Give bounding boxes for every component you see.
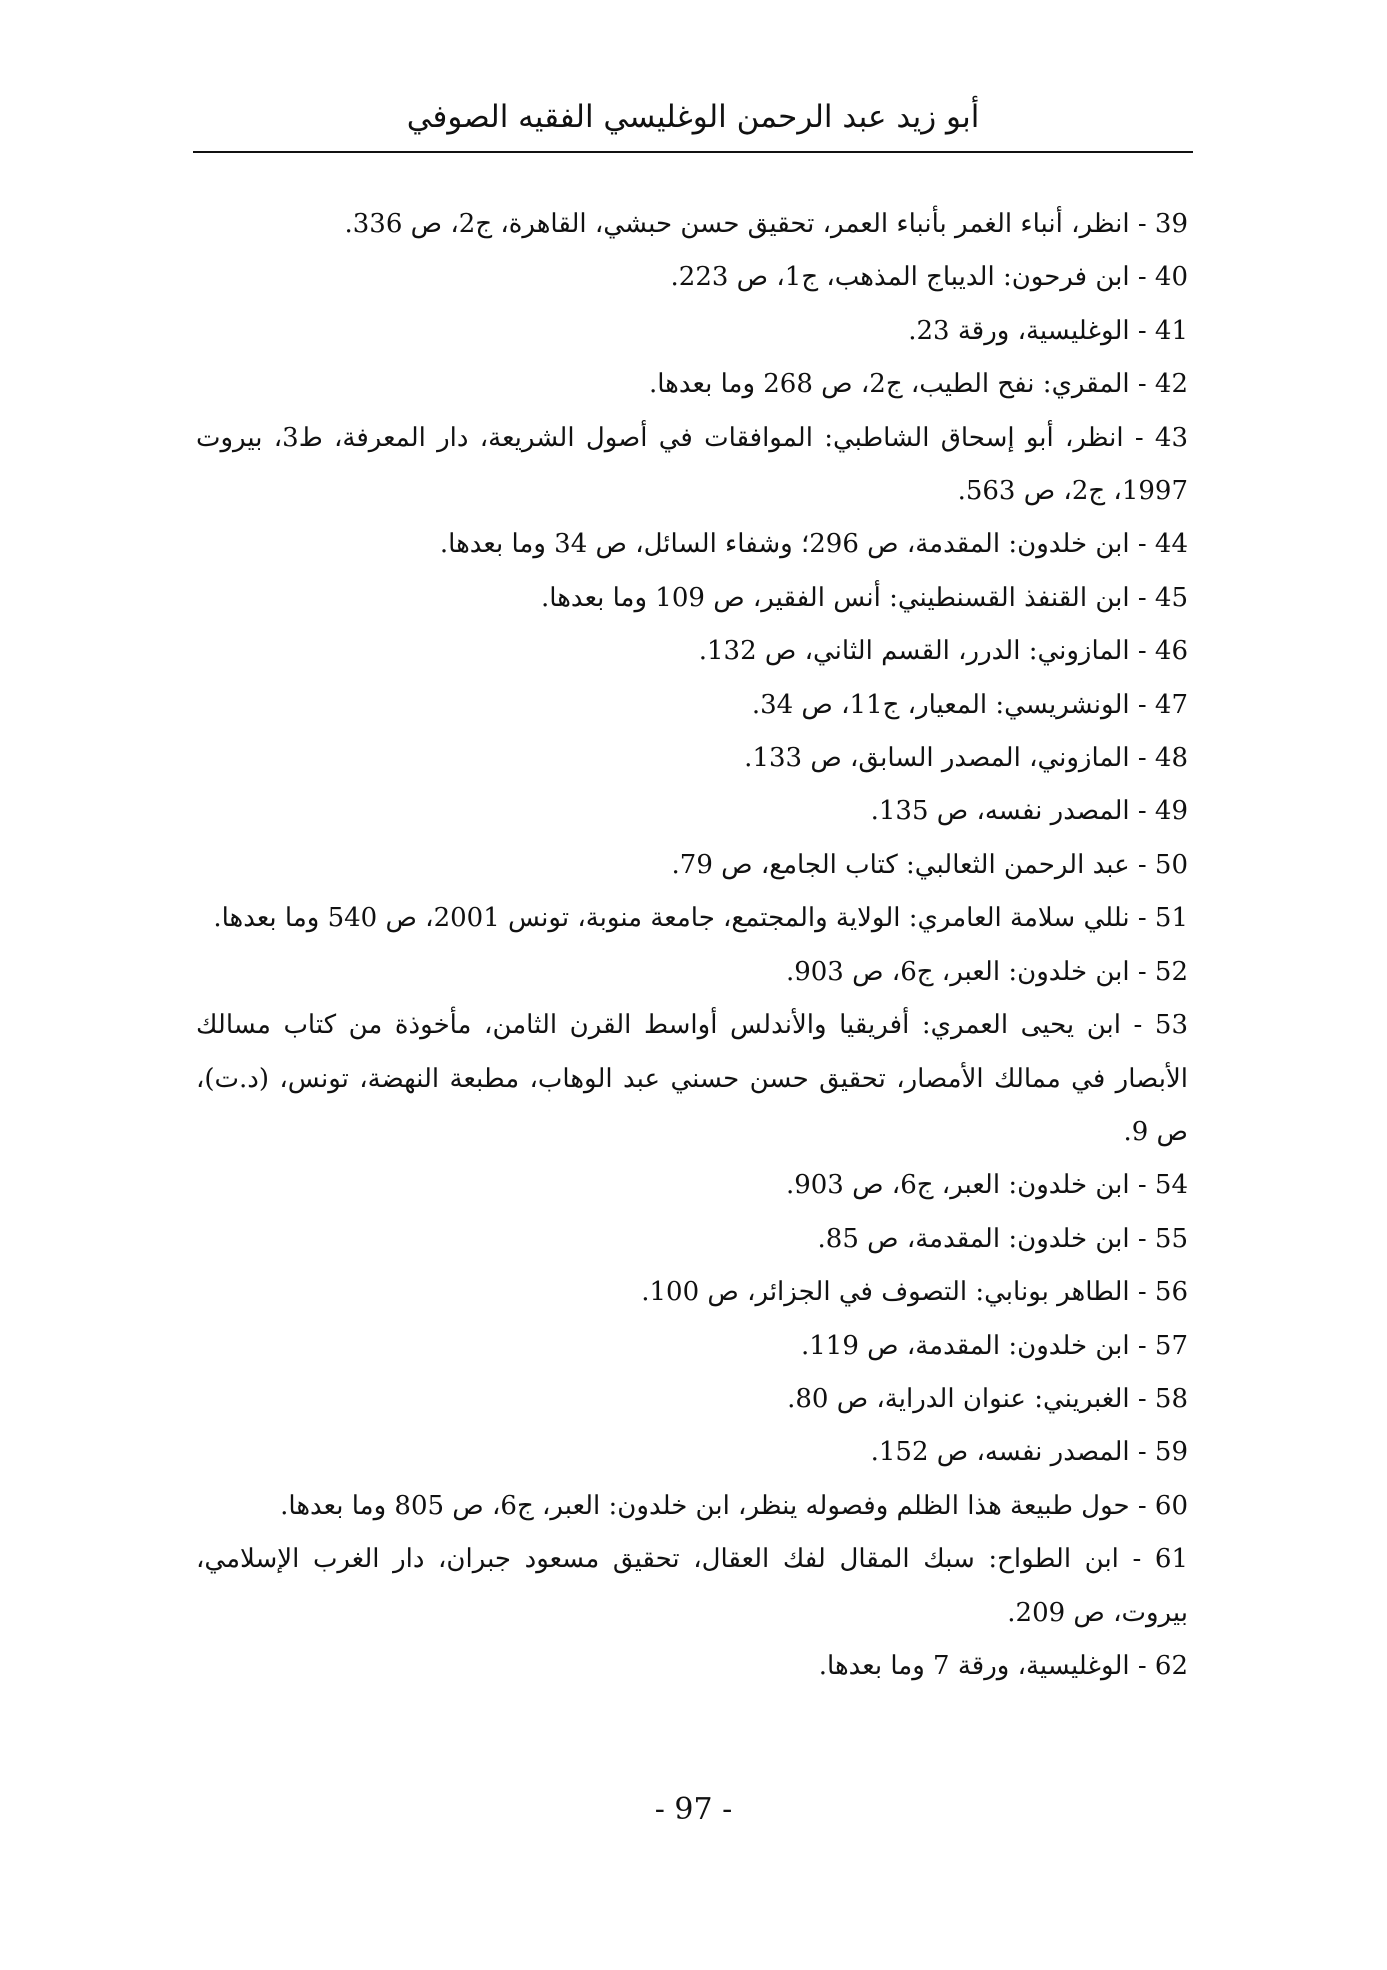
endnote-39: 39 - انظر، أنباء الغمر بأنباء العمر، تحقيق حسن حبشي، القاهرة، ج2، ص 336. — [344, 209, 1188, 239]
endnote-49: 49 - المصدر نفسه، ص 135. — [870, 796, 1188, 827]
endnote-48: 48 - المازوني، المصدر السابق، ص 133. — [744, 743, 1188, 774]
endnote-59: 59 - المصدر نفسه، ص 152. — [870, 1437, 1188, 1468]
endnote-56: 56 - الطاهر بونابي: التصوف في الجزائر، ص 100. — [641, 1277, 1188, 1308]
endnote-52: 52 - ابن خلدون: العبر، ج6، ص 903. — [785, 956, 1188, 987]
endnote-41: 41 - الوغليسية، ورقة 23. — [908, 315, 1188, 346]
endnote-58: 58 - الغبريني: عنوان الدراية، ص 80. — [787, 1383, 1188, 1414]
header-divider — [193, 151, 1193, 153]
endnote-47: 47 - الونشريسي: المعيار، ج11، ص 34. — [751, 689, 1188, 720]
endnote-50: 50 - عبد الرحمن الثعالبي: كتاب الجامع، ص 79. — [671, 849, 1188, 880]
endnote-62: 62 - الوغليسية، ورقة 7 وما بعدها. — [818, 1650, 1188, 1681]
endnote-45: 45 - ابن القنفذ القسنطيني: أنس الفقير، ص 109 وما بعدها. — [541, 582, 1188, 613]
endnote-51: 51 - نللي سلامة العامري: الولاية والمجتمع، جامعة منوبة، تونس 2001، ص 540 وما بعدها. — [213, 903, 1188, 934]
running-header-title: أبو زيد عبد الرحمن الوغليسي الفقيه الصوفي — [406, 99, 980, 135]
endnote-54: 54 - ابن خلدون: العبر، ج6، ص 903. — [785, 1170, 1188, 1201]
endnote-46: 46 - المازوني: الدرر، القسم الثاني، ص 132. — [698, 636, 1188, 667]
endnote-61: 61 - ابن الطواح: سبك المقال لفك العقال، تحقيق مسعود جبران، دار الغرب الإسلامي، بيروت، ص 209. — [196, 1544, 1188, 1628]
endnote-57: 57 - ابن خلدون: المقدمة، ص 119. — [800, 1330, 1188, 1361]
endnote-53: 53 - ابن يحيى العمري: أفريقيا والأندلس أواسط القرن الثامن، مأخوذة من كتاب مسالك الأبصار في ممالك الأمصار، تحقيق حسن حسني عبد الوهاب، مطبعة النهضة، تونس، (د.ت)، ص 9. — [196, 1010, 1188, 1147]
endnote-44: 44 - ابن خلدون: المقدمة، ص 296؛ وشفاء السائل، ص 34 وما بعدها. — [439, 529, 1188, 560]
endnotes-list — [196, 198, 1188, 1693]
endnote-42: 42 - المقري: نفح الطيب، ج2، ص 268 وما بعدها. — [649, 369, 1188, 400]
endnote-60: 60 - حول طبيعة هذا الظلم وفصوله ينظر، ابن خلدون: العبر، ج6، ص 805 وما بعدها. — [280, 1490, 1188, 1521]
endnote-40: 40 - ابن فرحون: الديباج المذهب، ج1، ص 223. — [670, 262, 1188, 293]
page-number: - 97 - — [654, 1792, 733, 1827]
endnote-43: 43 - انظر، أبو إسحاق الشاطبي: الموافقات في أصول الشريعة، دار المعرفة، ط3، بيروت 1997، ج2، ص 563. — [196, 422, 1188, 507]
endnote-55: 55 - ابن خلدون: المقدمة، ص 85. — [817, 1223, 1188, 1254]
